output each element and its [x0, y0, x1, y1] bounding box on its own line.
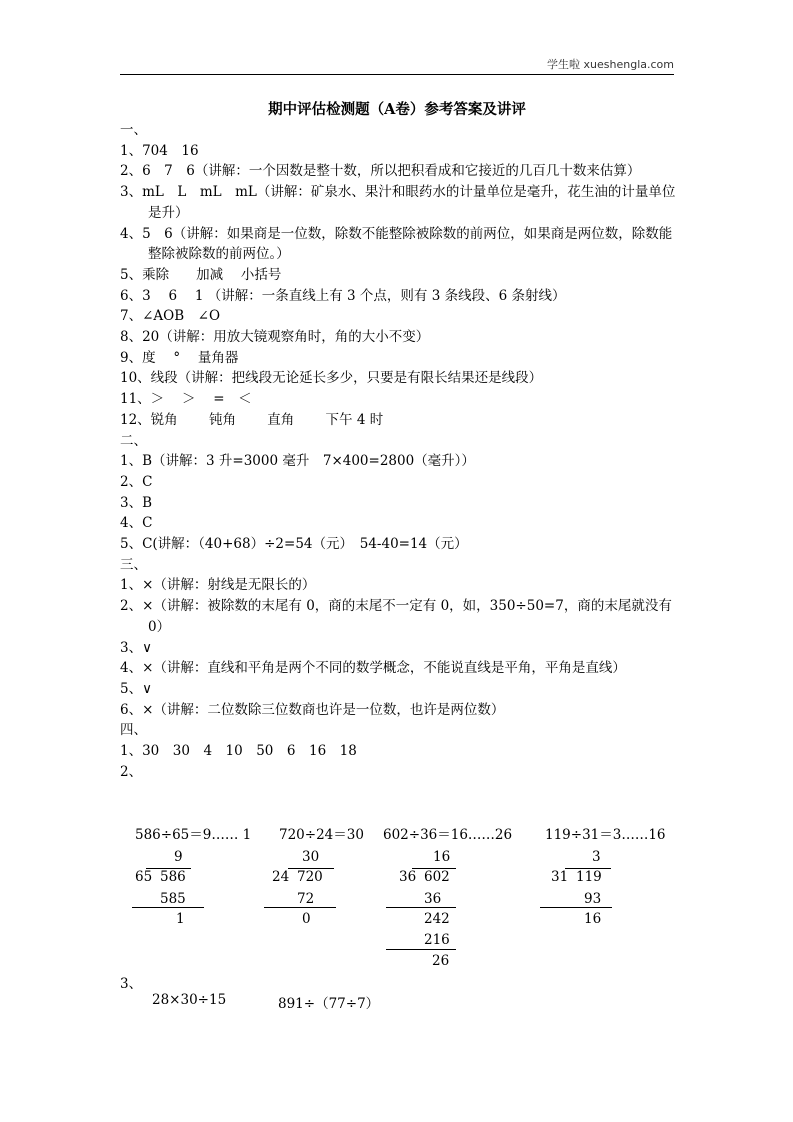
division-rule — [540, 907, 612, 908]
answer-line: 2、C — [120, 473, 153, 490]
division-step: 242 — [424, 911, 450, 927]
question-3-label: 3、 — [120, 976, 143, 992]
answer-line: 7、∠AOB ∠O — [120, 308, 221, 325]
division-step: 36 — [424, 891, 442, 907]
answer-line: 9、度 ° 量角器 — [120, 349, 239, 366]
division-dividend: 586 — [160, 869, 186, 885]
answer-line: 3、mL L mL mL（讲解：矿泉水、果汁和眼药水的计量单位是毫升，花生油的计量单位是升） — [120, 184, 676, 221]
section-heading: 三、 — [120, 556, 147, 573]
site-watermark: 学生啦 xueshengla.com — [547, 58, 674, 71]
division-quotient: 16 — [433, 849, 451, 865]
answer-line: 11、＞ ＞ = ＜ — [120, 391, 252, 408]
answer-line: 6、3 6 1 （讲解：一条直线上有 3 个点，则有 3 条线段、6 条射线） — [120, 287, 566, 304]
division-remainder: 26 — [432, 953, 450, 969]
answer-line: 2、 — [120, 763, 143, 780]
division-dividend: 119 — [576, 869, 602, 885]
section-heading: 四、 — [120, 722, 147, 739]
division-divisor: 36 — [399, 869, 417, 885]
division-rule — [264, 907, 336, 908]
division-remainder: 0 — [302, 911, 311, 927]
division-equation: 119÷31＝3……16 — [545, 827, 666, 843]
answer-line: 4、×（讲解：直线和平角是两个不同的数学概念，不能说直线是平角，平角是直线） — [120, 660, 626, 677]
answer-line: 10、线段（讲解：把线段无论延长多少，只要是有限长结果还是线段） — [120, 370, 543, 387]
division-rule — [386, 949, 456, 950]
q3-expression: 891÷（77÷7） — [278, 996, 380, 1012]
division-quotient: 9 — [174, 849, 183, 865]
page-header — [120, 58, 674, 73]
division-divisor: 24 — [272, 869, 290, 885]
division-step: 216 — [424, 932, 450, 948]
division-dividend: 720 — [297, 869, 323, 885]
header-rule — [120, 74, 674, 75]
answer-line: 5、C(讲解：（40+68）÷2=54（元） 54-40=14（元） — [120, 536, 468, 553]
division-step: 93 — [584, 891, 602, 907]
answer-line: 3、∨ — [120, 639, 152, 656]
division-rule — [386, 907, 456, 908]
answer-list — [120, 120, 676, 783]
answer-line: 2、×（讲解：被除数的末尾有 0，商的末尾不一定有 0，如，350÷50=7，商的末尾就没有 0） — [120, 598, 672, 635]
division-dividend: 602 — [424, 869, 450, 885]
division-quotient: 3 — [592, 849, 601, 865]
division-rule — [132, 907, 204, 908]
answer-line: 4、C — [120, 515, 153, 532]
answer-line: 1、704 16 — [120, 142, 199, 159]
answer-line: 5、乘除 加减 小括号 — [120, 266, 282, 283]
section-heading: 二、 — [120, 432, 147, 449]
division-equation: 586÷65＝9…… 1 — [135, 827, 252, 843]
answer-line: 4、5 6（讲解：如果商是一位数，除数不能整除被除数的前两位，如果商是两位数，除数能整除被除数的前两位。） — [120, 225, 673, 263]
division-divisor: 65 — [135, 869, 153, 885]
division-remainder: 1 — [176, 911, 185, 927]
answer-line: 6、×（讲解：二位数除三位数商也许是一位数，也许是两位数） — [120, 701, 505, 718]
section-heading: 一、 — [120, 122, 147, 138]
division-divisor: 31 — [551, 869, 569, 885]
division-remainder: 16 — [584, 911, 602, 927]
division-step: 72 — [297, 891, 315, 907]
answer-line: 2、6 7 6（讲解：一个因数是整十数，所以把积看成和它接近的几百几十数来估算） — [120, 163, 641, 180]
division-quotient: 30 — [302, 849, 320, 865]
division-equation: 720÷24＝30 — [279, 827, 364, 843]
answer-line: 12、锐角 钝角 直角 下午 4 时 — [120, 411, 384, 428]
answer-line: 5、∨ — [120, 680, 152, 697]
document-title: 期中评估检测题（A卷）参考答案及讲评 — [268, 101, 526, 118]
answer-line: 8、20（讲解：用放大镜观察角时，角的大小不变） — [120, 329, 430, 346]
answer-line: 3、B — [120, 494, 153, 511]
division-equation: 602÷36＝16……26 — [383, 827, 513, 843]
answer-line: 1、×（讲解：射线是无限长的） — [120, 577, 316, 594]
q3-expression: 28×30÷15 — [152, 992, 227, 1008]
division-step: 585 — [160, 891, 186, 907]
answer-line: 1、30 30 4 10 50 6 16 18 — [120, 743, 357, 760]
answer-line: 1、B（讲解：3 升=3000 毫升 7×400=2800（毫升）） — [120, 453, 475, 470]
